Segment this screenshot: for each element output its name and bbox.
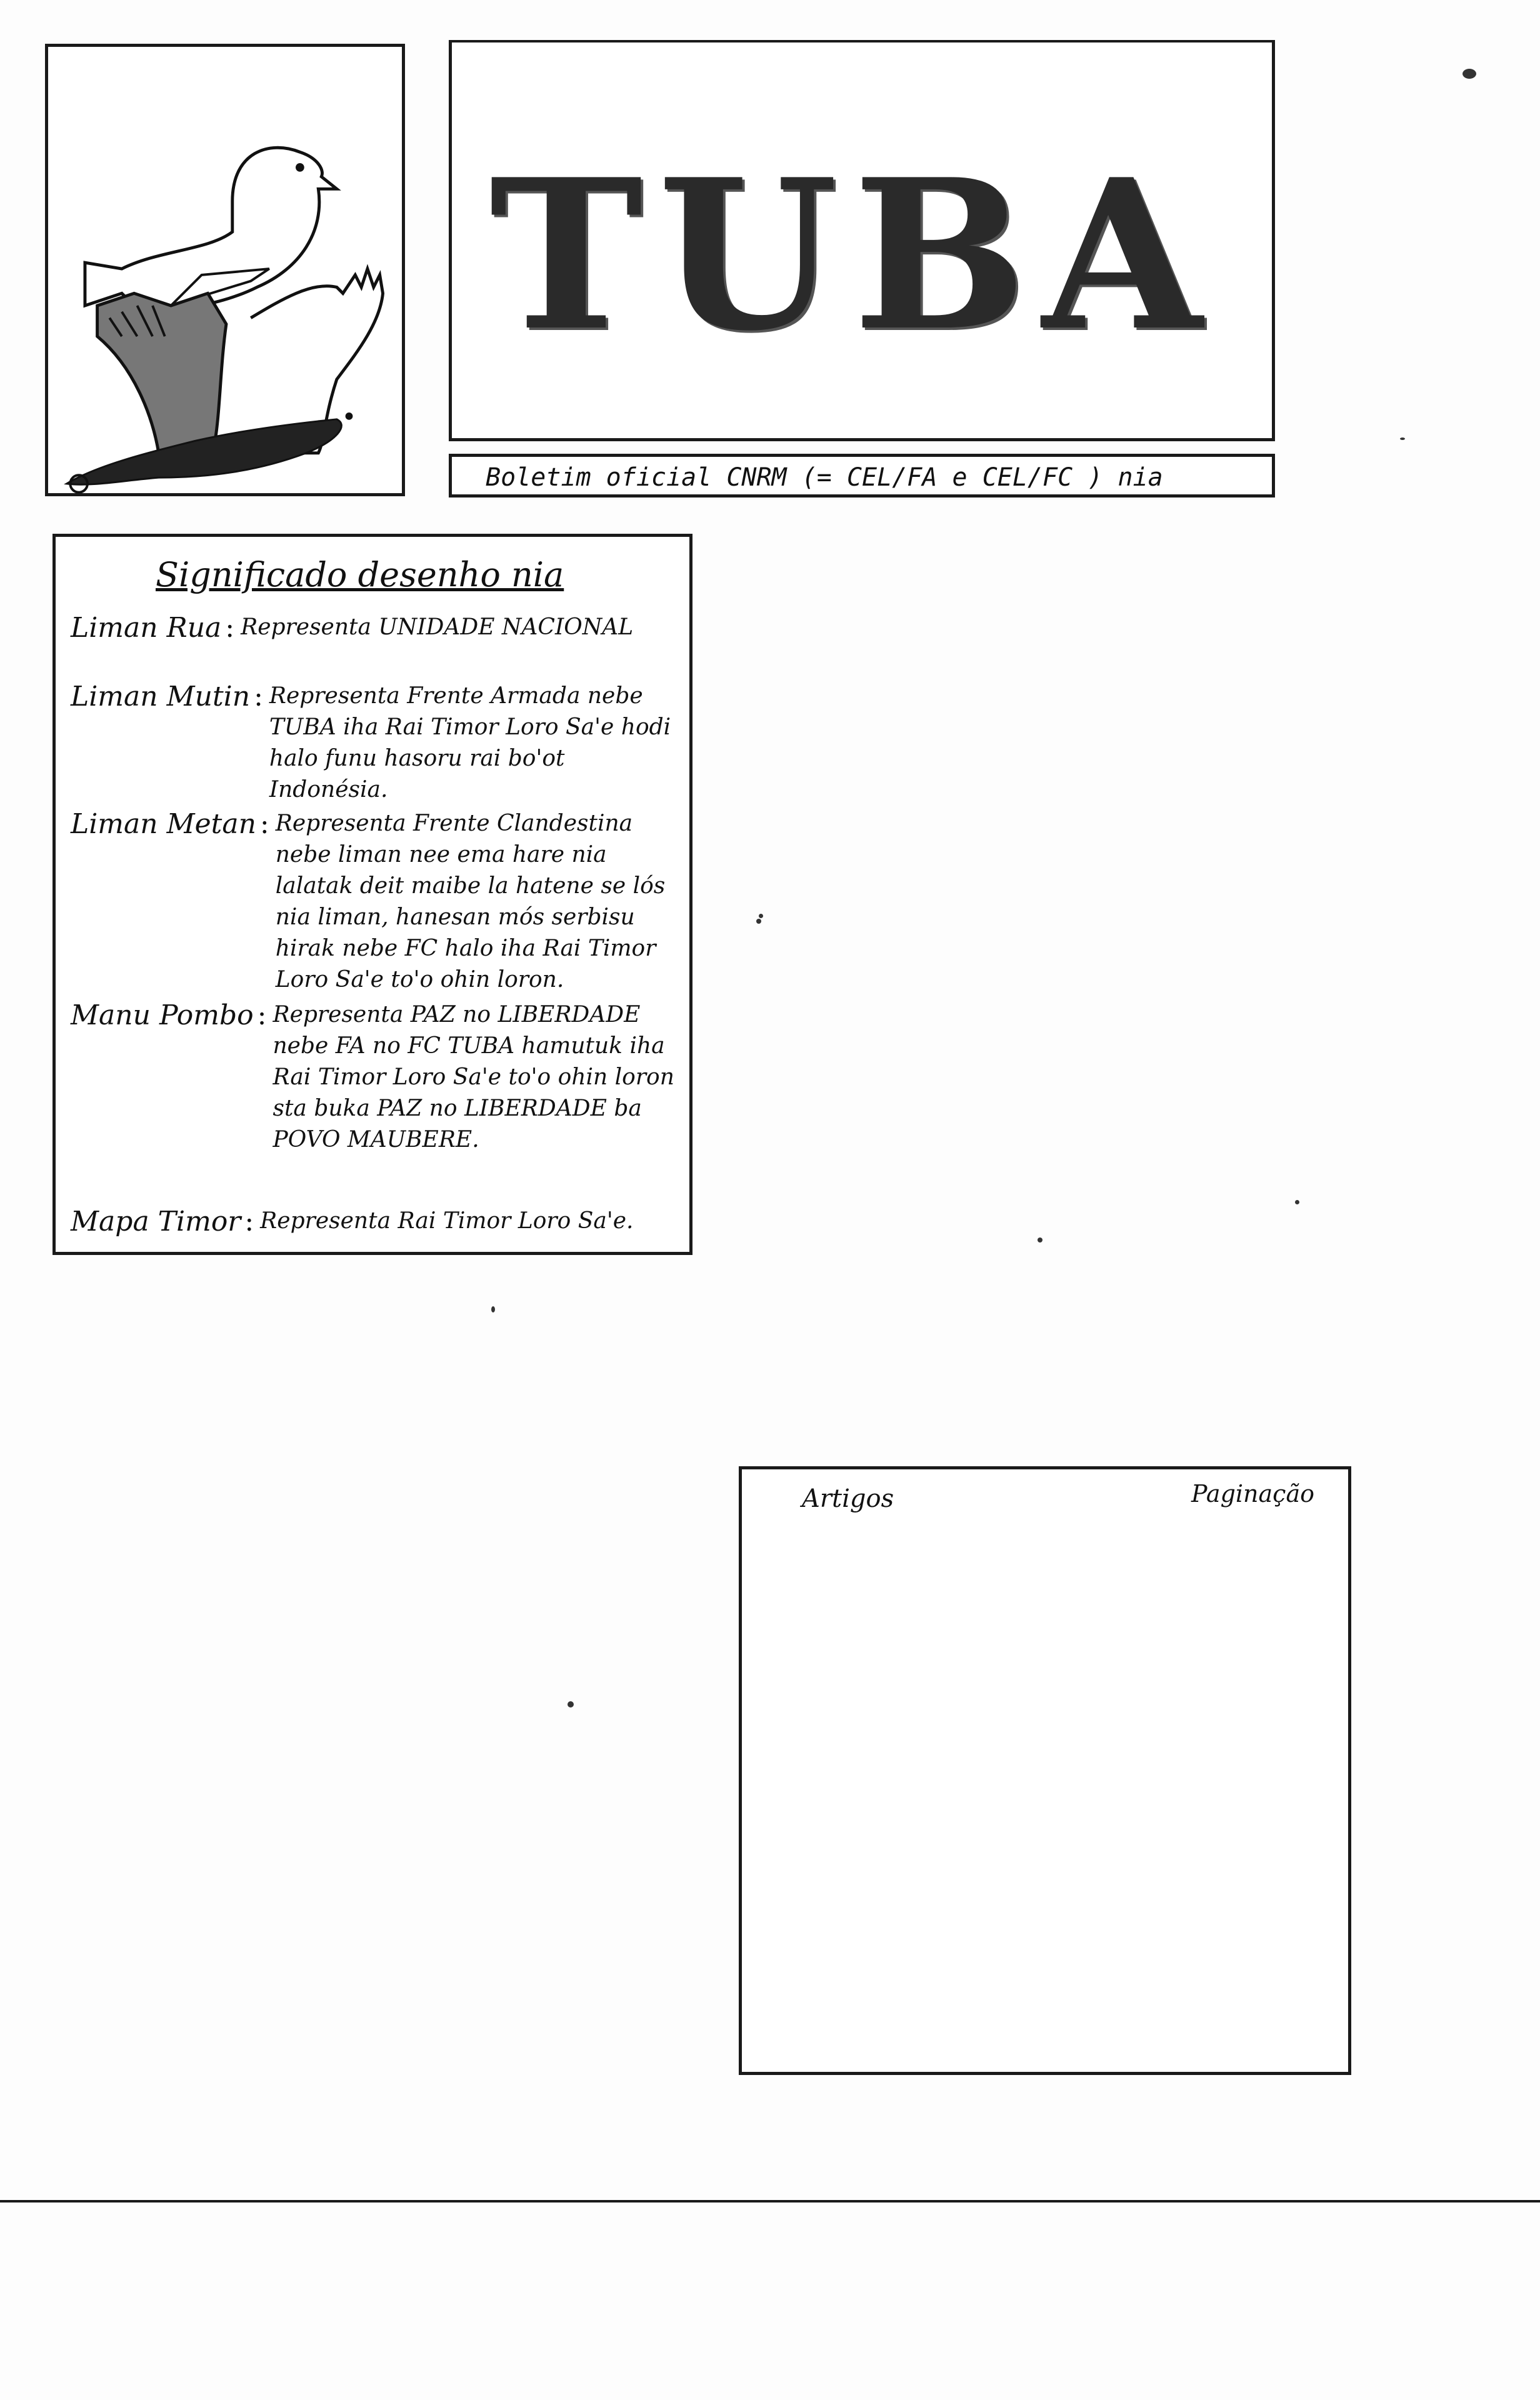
meaning-item: Liman Rua : Representa UNIDADE NACIONAL: [71, 612, 681, 644]
meaning-term: Mapa Timor: [71, 1206, 241, 1238]
meaning-term: Liman Metan: [71, 808, 256, 840]
meaning-title: Significado desenho nia: [156, 555, 564, 594]
tuba-logo: [45, 44, 405, 496]
meaning-term: Liman Mutin: [71, 681, 251, 712]
scan-speck: [491, 1306, 495, 1312]
scan-speck: [1295, 1200, 1299, 1204]
bottom-rule: [0, 2200, 1540, 2202]
masthead-title: TUBA: [489, 134, 1218, 376]
meaning-term: Liman Rua: [71, 612, 222, 644]
scan-speck: [756, 919, 761, 924]
meaning-desc: Representa Rai Timor Loro Sa'e.: [260, 1208, 634, 1234]
meaning-desc: Representa PAZ no LIBERDADE nebe FA no FC TUBA hamutuk iha Rai Timor Loro Sa'e to'o ohin loron sta buka PAZ no LIBERDADE ba POVO MAUBERE.: [272, 1002, 674, 1152]
meaning-desc: Representa UNIDADE NACIONAL: [241, 614, 634, 640]
masthead-box: [449, 40, 1275, 441]
meaning-item: Liman Metan : Representa Frente Clandestina nebe liman nee ema hare nia lalatak deit maibe la hatene se lós nia liman, hanesan mós serbisu hirak nebe FC halo iha Rai Timor Loro Sa'e to'o ohin loron.: [71, 808, 681, 996]
scan-speck: [759, 914, 763, 918]
meaning-term: Manu Pombo: [71, 999, 254, 1031]
scan-speck: [1038, 1238, 1042, 1242]
meaning-item: Mapa Timor : Representa Rai Timor Loro Sa'e.: [71, 1206, 681, 1238]
dove-hands-timor-map-icon: [48, 47, 402, 493]
meaning-desc: Representa Frente Clandestina nebe liman nee ema hare nia lalatak deit maibe la hatene se lós nia liman, hanesan mós serbisu hirak nebe FC halo iha Rai Timor Loro Sa'e to'o ohin loron.: [275, 811, 666, 992]
contents-articles-header: Artigos: [802, 1484, 894, 1513]
contents-pages-header: Paginação: [1191, 1480, 1314, 1508]
meaning-item: Manu Pombo : Representa PAZ no LIBERDADE nebe FA no FC TUBA hamutuk iha Rai Timor Loro Sa'e to'o ohin loron sta buka PAZ no LIBERDADE ba POVO MAUBERE.: [71, 999, 681, 1156]
meaning-desc: Representa Frente Armada nebe TUBA iha Rai Timor Loro Sa'e hodi halo funu hasoru rai bo'ot Indonésia.: [269, 683, 671, 802]
masthead-subtitle: Boletim oficial CNRM (= CEL/FA e CEL/FC ) nia: [486, 463, 1163, 492]
scan-speck: [1462, 69, 1476, 79]
scan-speck: [568, 1701, 574, 1708]
subtitle-bar: [449, 454, 1275, 498]
scan-speck: [1400, 438, 1405, 440]
meaning-item: Liman Mutin : Representa Frente Armada nebe TUBA iha Rai Timor Loro Sa'e hodi halo funu hasoru rai bo'ot Indonésia.: [71, 681, 681, 806]
contents-box: [739, 1466, 1351, 2075]
meaning-box: [52, 534, 692, 1255]
